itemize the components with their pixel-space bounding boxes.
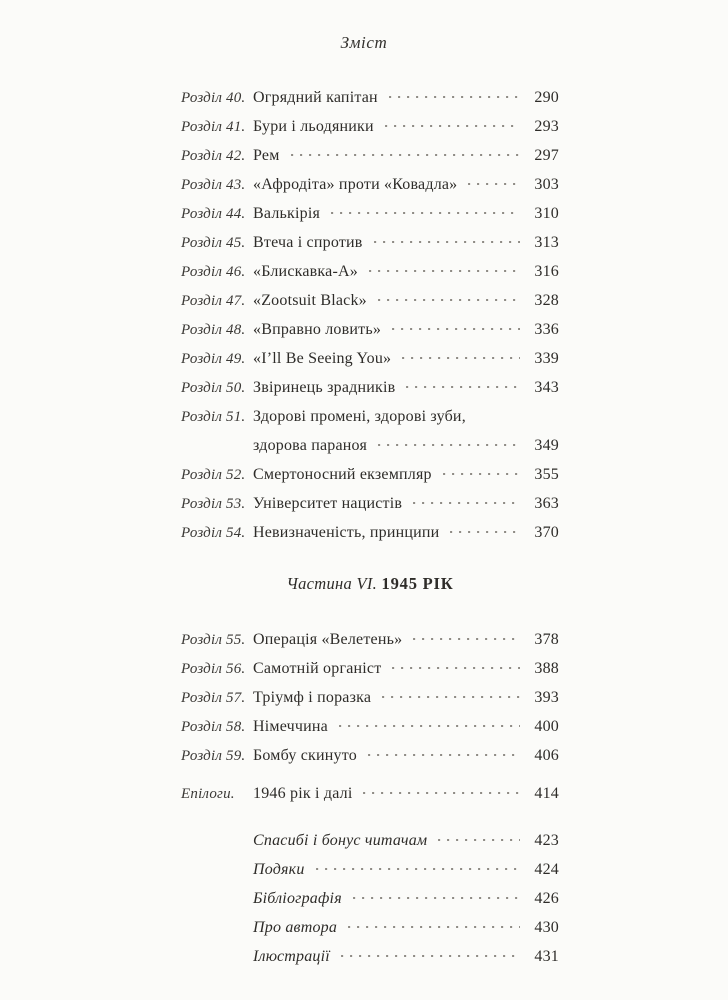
toc-entry [181,712,559,741]
toc-entry-continuation [181,431,559,460]
chapter-title: «Афродіта» проти «Ковадла» [253,176,458,193]
dot-leader [450,531,520,533]
toc-entry [181,741,559,770]
chapter-title: Здорові промені, здорові зуби, [253,408,466,425]
part-label: Частина VI. [286,574,378,593]
dot-leader [382,696,520,698]
back-matter-title: Про автора [253,919,338,936]
back-matter-title: Ілюстрації [253,948,330,965]
chapter-label: Розділ 56. [181,661,246,677]
page-number: 431 [534,948,559,965]
chapter-label: Розділ 47. [181,293,246,309]
chapter-title: Операція «Велетень» [253,631,403,648]
page-title: Зміст [340,33,388,52]
chapter-title: Рем [253,147,280,164]
page-number: 303 [534,176,559,193]
chapter-label: Розділ 48. [181,322,246,338]
page-number: 297 [534,147,559,164]
chapter-title: здорова параноя [253,437,367,454]
chapter-label: Розділ 40. [181,90,246,106]
chapter-label: Розділ 46. [181,264,246,280]
chapter-label: Розділ 54. [181,525,246,541]
back-matter-entry [181,942,559,971]
toc-entry [181,112,559,141]
chapter-title: Смертоносний екземпляр [253,466,432,483]
page-number: 355 [534,466,559,483]
chapter-title: Огрядний капітан [253,89,378,106]
dot-leader [339,725,520,727]
dot-leader [406,386,520,388]
chapter-title: Невизначеність, принципи [253,524,440,541]
page-number: 388 [534,660,559,677]
chapter-label: Розділ 57. [181,690,246,706]
dot-leader [468,183,520,185]
page-number: 349 [534,437,559,454]
chapter-title: Бомбу скинуто [253,747,357,764]
chapter-label: Розділ 41. [181,119,246,135]
dot-leader [438,839,520,841]
page-number: 426 [534,890,559,907]
dot-leader [368,754,520,756]
chapter-title: Університет нацистів [253,495,403,512]
page-number: 393 [534,689,559,706]
chapter-title: Звіринець зрадників [253,379,396,396]
chapter-title: Німеччина [253,718,328,735]
back-matter-title: Подяки [253,861,305,878]
chapter-label: Розділ 53. [181,496,246,512]
dot-leader [291,154,520,156]
part-title: 1945 РІК [381,574,454,593]
page-number: 423 [534,832,559,849]
dot-leader [369,270,520,272]
toc-entry [181,373,559,402]
chapter-label: Розділ 44. [181,206,246,222]
dot-leader [331,212,520,214]
dot-leader [378,299,520,301]
page-number: 378 [534,631,559,648]
toc-entry [181,286,559,315]
epilogue-entry [181,779,559,808]
chapter-label: Розділ 59. [181,748,246,764]
chapter-title: «Вправно ловить» [253,321,382,338]
toc-entry [181,402,559,431]
page-number: 336 [534,321,559,338]
dot-leader [378,444,520,446]
toc-entry [181,344,559,373]
page-number: 424 [534,861,559,878]
dot-leader [402,357,520,359]
toc-entry [181,170,559,199]
chapter-label: Розділ 45. [181,235,246,251]
chapter-title: «I’ll Be Seeing You» [253,350,392,367]
page-number: 328 [534,292,559,309]
back-matter-entry [181,826,559,855]
table-of-contents [181,83,559,971]
toc-entry [181,257,559,286]
page-number: 406 [534,747,559,764]
toc-entry [181,654,559,683]
dot-leader [392,328,520,330]
chapter-label: Розділ 55. [181,632,246,648]
back-matter-entry [181,884,559,913]
chapter-title: «Zootsuit Black» [253,292,367,309]
toc-entry [181,489,559,518]
page-number: 339 [534,350,559,367]
chapter-label: Розділ 50. [181,380,246,396]
dot-leader [348,926,520,928]
dot-leader [443,473,520,475]
page-number: 290 [534,89,559,106]
dot-leader [389,96,520,98]
chapter-title: «Блискавка-А» [253,263,358,280]
chapter-title: Самотній органіст [253,660,382,677]
toc-entry [181,199,559,228]
page-number: 363 [534,495,559,512]
chapter-label: Розділ 42. [181,148,246,164]
epilogue-label: Епілоги. [181,786,235,802]
toc-entry [181,460,559,489]
dot-leader [392,667,520,669]
chapter-label: Розділ 51. [181,409,246,425]
toc-entry [181,518,559,547]
page-number: 310 [534,205,559,222]
dot-leader [413,638,520,640]
page-number: 343 [534,379,559,396]
dot-leader [374,241,520,243]
toc-entry [181,83,559,112]
toc-entry [181,625,559,654]
page-number: 430 [534,919,559,936]
chapter-label: Розділ 52. [181,467,246,483]
page-number: 293 [534,118,559,135]
back-matter-entry [181,913,559,942]
dot-leader [385,125,520,127]
page-number: 370 [534,524,559,541]
dot-leader [341,955,520,957]
page-number: 400 [534,718,559,735]
chapter-title: Бури і льодяники [253,118,374,135]
chapter-label: Розділ 43. [181,177,246,193]
page-number: 313 [534,234,559,251]
chapter-label: Розділ 58. [181,719,246,735]
dot-leader [353,897,520,899]
dot-leader [363,792,520,794]
chapter-label: Розділ 49. [181,351,246,367]
toc-entry [181,683,559,712]
chapter-title: Тріумф і поразка [253,689,372,706]
page-number: 316 [534,263,559,280]
back-matter-title: Бібліографія [253,890,342,907]
toc-entry [181,315,559,344]
page-number: 414 [534,785,559,802]
toc-entry [181,141,559,170]
chapter-title: Втеча і спротив [253,234,363,251]
dot-leader [316,868,520,870]
part-heading [181,574,559,594]
back-matter-entry [181,855,559,884]
epilogue-title: 1946 рік і далі [253,785,353,802]
dot-leader [413,502,520,504]
toc-entry [181,228,559,257]
chapter-title: Валькірія [253,205,321,222]
back-matter-title: Спасибі і бонус читачам [253,832,428,849]
